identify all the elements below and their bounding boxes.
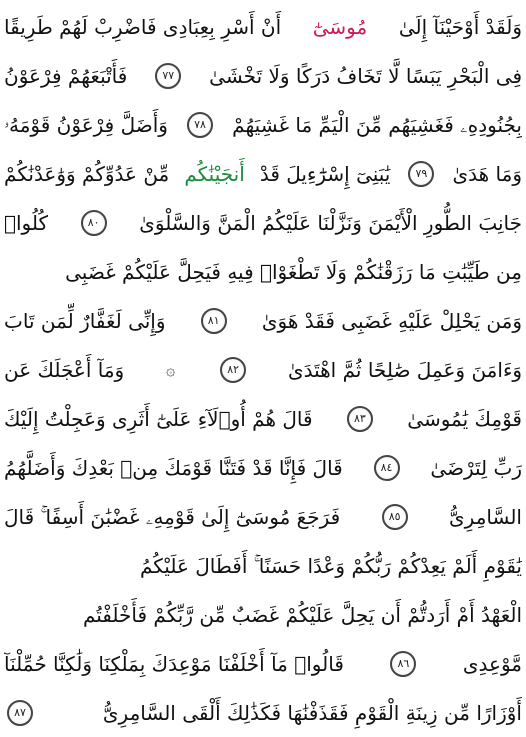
verse-end-marker-icon: ٧٨ bbox=[187, 112, 213, 138]
text-line bbox=[4, 688, 522, 737]
text-line bbox=[4, 296, 522, 345]
text-line bbox=[4, 100, 522, 149]
verse-end-marker-icon: ٨٧ bbox=[7, 700, 33, 726]
verse-text: أَنجَيْنَٰكُم bbox=[184, 161, 245, 186]
verse-text: بِجُنُودِهِۦ فَغَشِيَهُم مِّنَ الْيَمِّ مَا غَشِيَهُمْ bbox=[232, 112, 522, 137]
verse-end-marker-icon: ٨٣ bbox=[347, 406, 373, 432]
text-line bbox=[4, 394, 522, 443]
verse-text: رَبِّ لِتَرْضَىٰ bbox=[430, 455, 522, 480]
verse-text: وَلَقَدْ أَوْحَيْنَآ إِلَىٰ bbox=[398, 14, 522, 39]
verse-text: فَأَتْبَعَهُمْ فِرْعَوْنُ bbox=[4, 63, 128, 88]
verse-text: أَوْزَارًا مِّن زِينَةِ الْقَوْمِ فَقَذَفْنَٰهَا فَكَذَٰلِكَ أَلْقَى السَّامِرِىُّ bbox=[102, 700, 522, 725]
verse-text: مَّوْعِدِى bbox=[462, 651, 522, 676]
text-line bbox=[4, 198, 522, 247]
hizb-marker-icon: ۞ bbox=[166, 360, 176, 379]
text-line bbox=[4, 443, 522, 492]
verse-text: مِن طَيِّبَٰتِ مَا رَزَقْنَٰكُمْ وَلَا تَطْغَوْا۟ فِيهِ فَيَحِلَّ عَلَيْكُمْ غَضَبِى bbox=[65, 259, 522, 284]
text-line bbox=[4, 2, 522, 51]
verse-end-marker-icon: ٧٩ bbox=[408, 161, 434, 187]
verse-text: الْعَهْدُ أَمْ أَرَدتُّمْ أَن يَحِلَّ عَلَيْكُمْ غَضَبٌ مِّن رَّبِّكُمْ فَأَخْلَفْتُم bbox=[82, 602, 522, 627]
verse-text: يَٰقَوْمِ أَلَمْ يَعِدْكُمْ رَبُّكُمْ وَعْدًا حَسَنًا ۚ أَفَطَالَ عَلَيْكُمُ bbox=[139, 553, 522, 578]
verse-text: وَأَضَلَّ فِرْعَوْنُ قَوْمَهُۥ bbox=[4, 112, 168, 137]
verse-text: فِى الْبَحْرِ يَبَسًا لَّا تَخَافُ دَرَكًا وَلَا تَخْشَىٰ bbox=[209, 63, 522, 88]
verse-text: قَالُوا۟ مَآ أَخْلَفْنَا مَوْعِدَكَ بِمَلْكِنَا وَلَٰكِنَّا حُمِّلْنَآ bbox=[4, 651, 344, 676]
verse-end-marker-icon: ٨٤ bbox=[374, 455, 400, 481]
text-line bbox=[4, 247, 522, 296]
verse-end-marker-icon: ٨٥ bbox=[382, 504, 408, 530]
verse-end-marker-icon: ٨١ bbox=[201, 308, 227, 334]
verse-text: يَٰبَنِىٓ إِسْرَٰٓءِيلَ قَدْ bbox=[259, 161, 391, 186]
verse-text: أَنْ أَسْرِ بِعِبَادِى فَاضْرِبْ لَهُمْ طَرِيقًا bbox=[4, 14, 282, 39]
verse-end-marker-icon: ٨٢ bbox=[220, 357, 246, 383]
verse-text: وَمَن يَحْلِلْ عَلَيْهِ غَضَبِى فَقَدْ هَوَىٰ bbox=[261, 308, 522, 333]
verse-text: قَالَ فَإِنَّا قَدْ فَتَنَّا قَوْمَكَ مِنۢ بَعْدِكَ وَأَضَلَّهُمُ bbox=[4, 455, 343, 480]
verse-text: قَالَ هُمْ أُو۟لَآءِ عَلَىٰٓ أَثَرِى وَعَجِلْتُ إِلَيْكَ bbox=[4, 406, 313, 431]
verse-text: جَانِبَ الطُّورِ الْأَيْمَنَ وَنَزَّلْنَا عَلَيْكُمُ الْمَنَّ وَالسَّلْوَىٰ bbox=[139, 210, 522, 235]
text-line bbox=[4, 492, 522, 541]
verse-end-marker-icon: ٨٦ bbox=[390, 651, 416, 677]
verse-text: فَرَجَعَ مُوسَىٰٓ إِلَىٰ قَوْمِهِۦ غَضْبَٰنَ أَسِفًا ۚ قَالَ bbox=[4, 504, 341, 529]
verse-text: مُوسَىٰٓ bbox=[312, 14, 368, 39]
verse-text: وَمَا هَدَىٰ bbox=[452, 161, 522, 186]
verse-text: السَّامِرِىُّ bbox=[449, 504, 522, 529]
verse-text: مِّنْ عَدُوِّكُمْ وَوَٰعَدْنَٰكُمْ bbox=[4, 161, 170, 186]
verse-end-marker-icon: ٨٠ bbox=[81, 210, 107, 236]
verse-text: وَإِنِّى لَغَفَّارٌ لِّمَن تَابَ bbox=[4, 308, 166, 333]
verse-text: كُلُوا۟ bbox=[4, 210, 49, 235]
verse-end-marker-icon: ٧٧ bbox=[155, 63, 181, 89]
text-line bbox=[4, 541, 522, 590]
verse-text: قَوْمِكَ يَٰمُوسَىٰ bbox=[407, 406, 522, 431]
text-line bbox=[4, 639, 522, 688]
verse-text: وَءَامَنَ وَعَمِلَ صَٰلِحًا ثُمَّ اهْتَدَىٰ bbox=[287, 357, 522, 382]
text-line bbox=[4, 149, 522, 198]
text-line bbox=[4, 51, 522, 100]
text-line bbox=[4, 590, 522, 639]
verse-text: وَمَآ أَعْجَلَكَ عَن bbox=[4, 357, 125, 382]
text-line bbox=[4, 345, 522, 394]
